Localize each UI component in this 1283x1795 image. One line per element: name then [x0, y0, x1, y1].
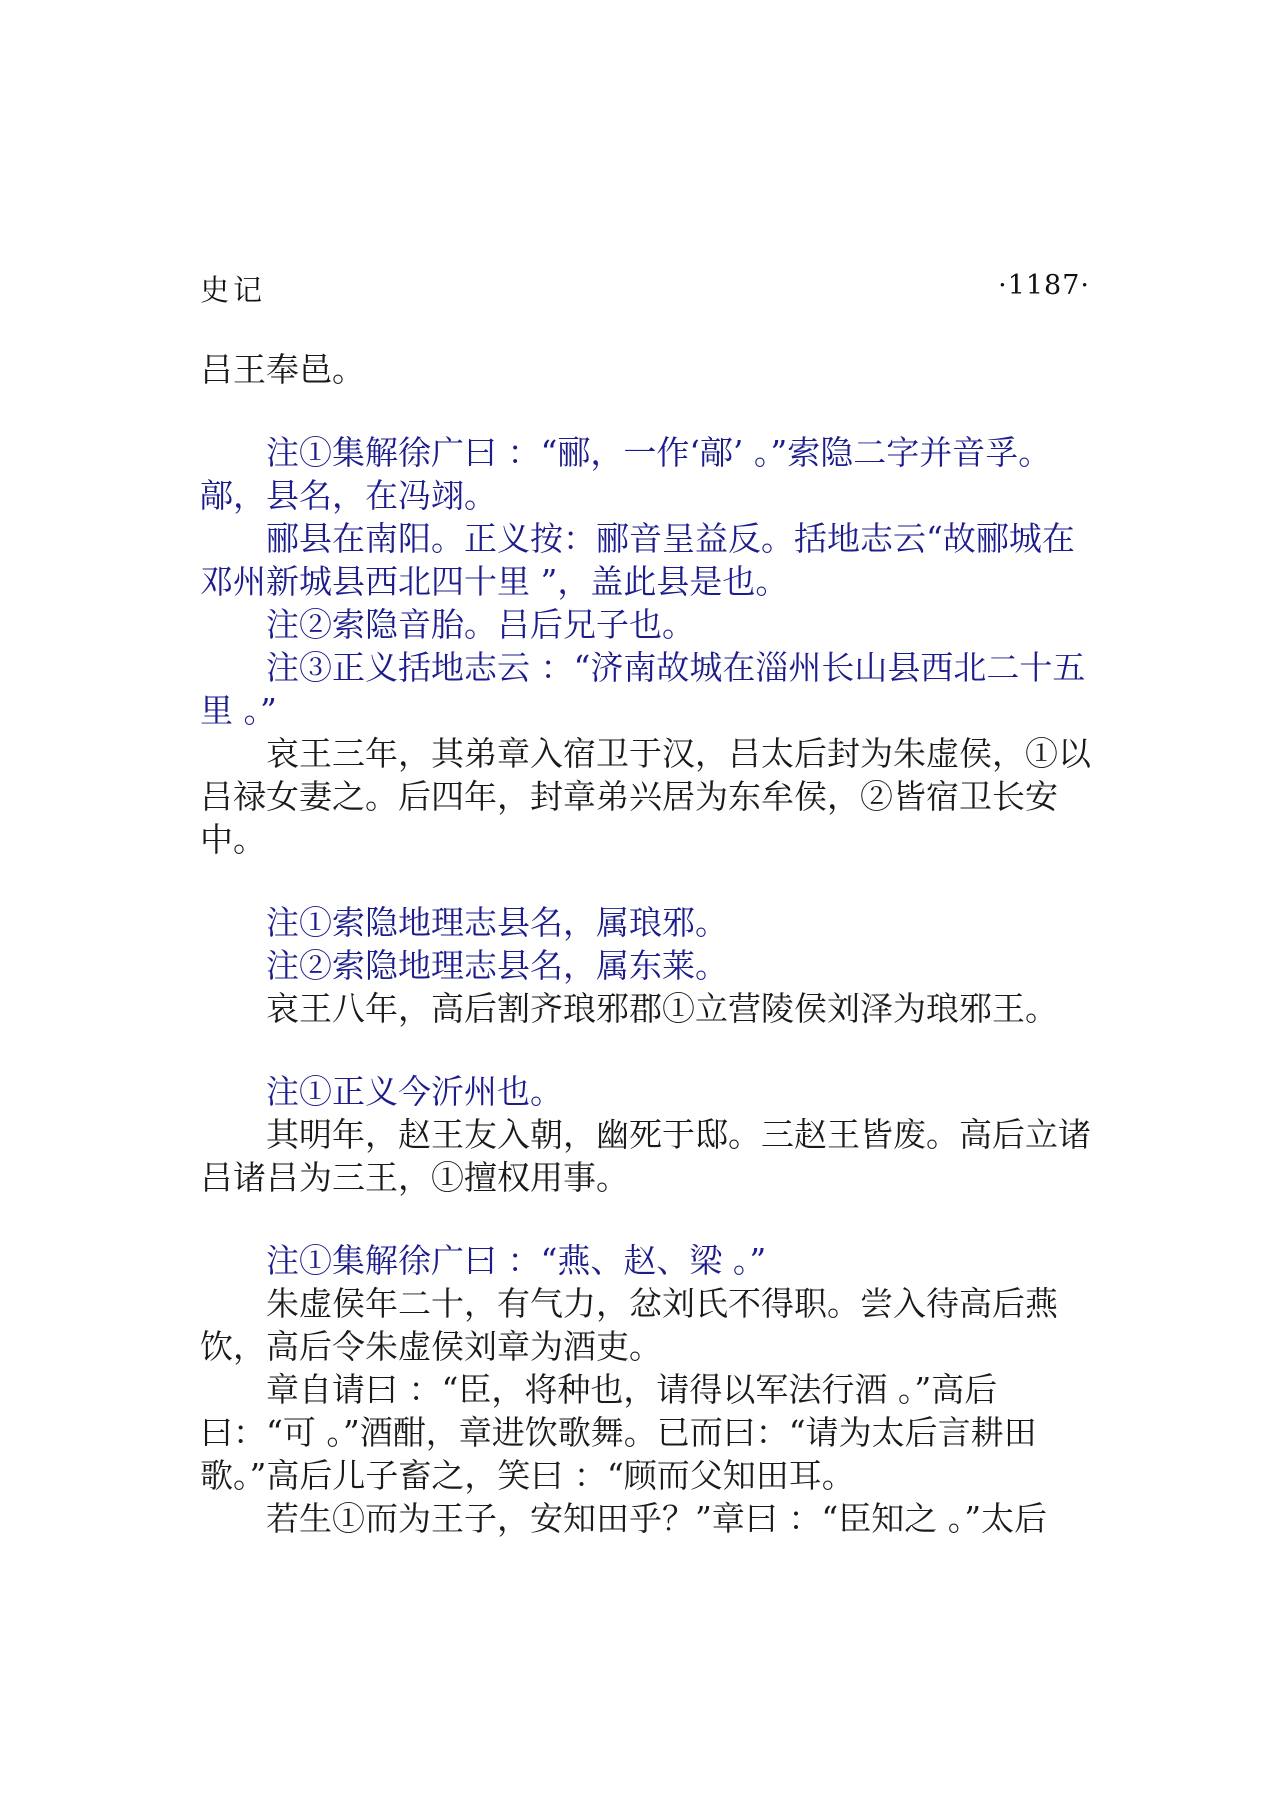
paragraph-gap	[200, 861, 1100, 901]
main-paragraph: 若生①而为王子，安知田乎？”章曰 ：“臣知之 。”太后	[266, 1499, 1048, 1538]
main-paragraph: 吕王奉邑。	[200, 350, 365, 389]
annotation-paragraph: 注①索隐地理志县名，属琅邪。	[266, 903, 728, 942]
annotation-paragraph: 注①集解徐广曰 ：“郦，一作‘鄗’ 。”索隐二字并音孚。鄗，县名，在冯翊。	[200, 433, 1052, 515]
main-paragraph: 哀王八年，高后割齐琅邪郡①立营陵侯刘泽为琅邪王。	[266, 989, 1058, 1028]
book-title: 史记	[200, 273, 267, 307]
annotation-paragraph: 注②索隐地理志县名，属东莱。	[266, 946, 728, 985]
paragraph-gap	[200, 391, 1100, 431]
annotation-paragraph: 注③正义括地志云 ：“济南故城在淄州长山县西北二十五里 。”	[200, 648, 1086, 730]
annotation-paragraph: 注①正义今沂州也。	[266, 1072, 563, 1111]
main-paragraph: 哀王三年，其弟章入宿卫于汉，吕太后封为朱虚侯，①以吕禄女妻之。后四年，封章弟兴居为东牟侯，②皆宿卫长安中。	[200, 734, 1091, 859]
page-body	[200, 348, 1100, 1540]
main-paragraph: 朱虚侯年二十，有气力，忿刘氏不得职。尝入待高后燕饮，高后令朱虚侯刘章为酒吏。	[200, 1284, 1058, 1366]
main-paragraph: 章自请曰 ：“臣，将种也，请得以军法行酒 。”高后曰：“可 。”酒酣，章进饮歌舞。已而曰：“请为太后言耕田歌。”高后儿子畜之，笑曰 ：“顾而父知田耳。	[200, 1370, 1037, 1495]
page-header	[200, 268, 1090, 308]
page-number: ·1187·	[998, 270, 1090, 301]
main-paragraph: 其明年，赵王友入朝，幽死于邸。三赵王皆废。高后立诸吕诸吕为三王，①擅权用事。	[200, 1115, 1091, 1197]
annotation-paragraph: 注①集解徐广曰 ：“燕、赵、梁 。”	[266, 1241, 767, 1280]
paragraph-gap	[200, 1030, 1100, 1070]
annotation-paragraph: 郦县在南阳。正义按：郦音呈益反。括地志云“故郦城在邓州新城县西北四十里 ”，盖此县是也。	[200, 519, 1075, 601]
annotation-paragraph: 注②索隐音胎。吕后兄子也。	[266, 605, 695, 644]
paragraph-gap	[200, 1199, 1100, 1239]
